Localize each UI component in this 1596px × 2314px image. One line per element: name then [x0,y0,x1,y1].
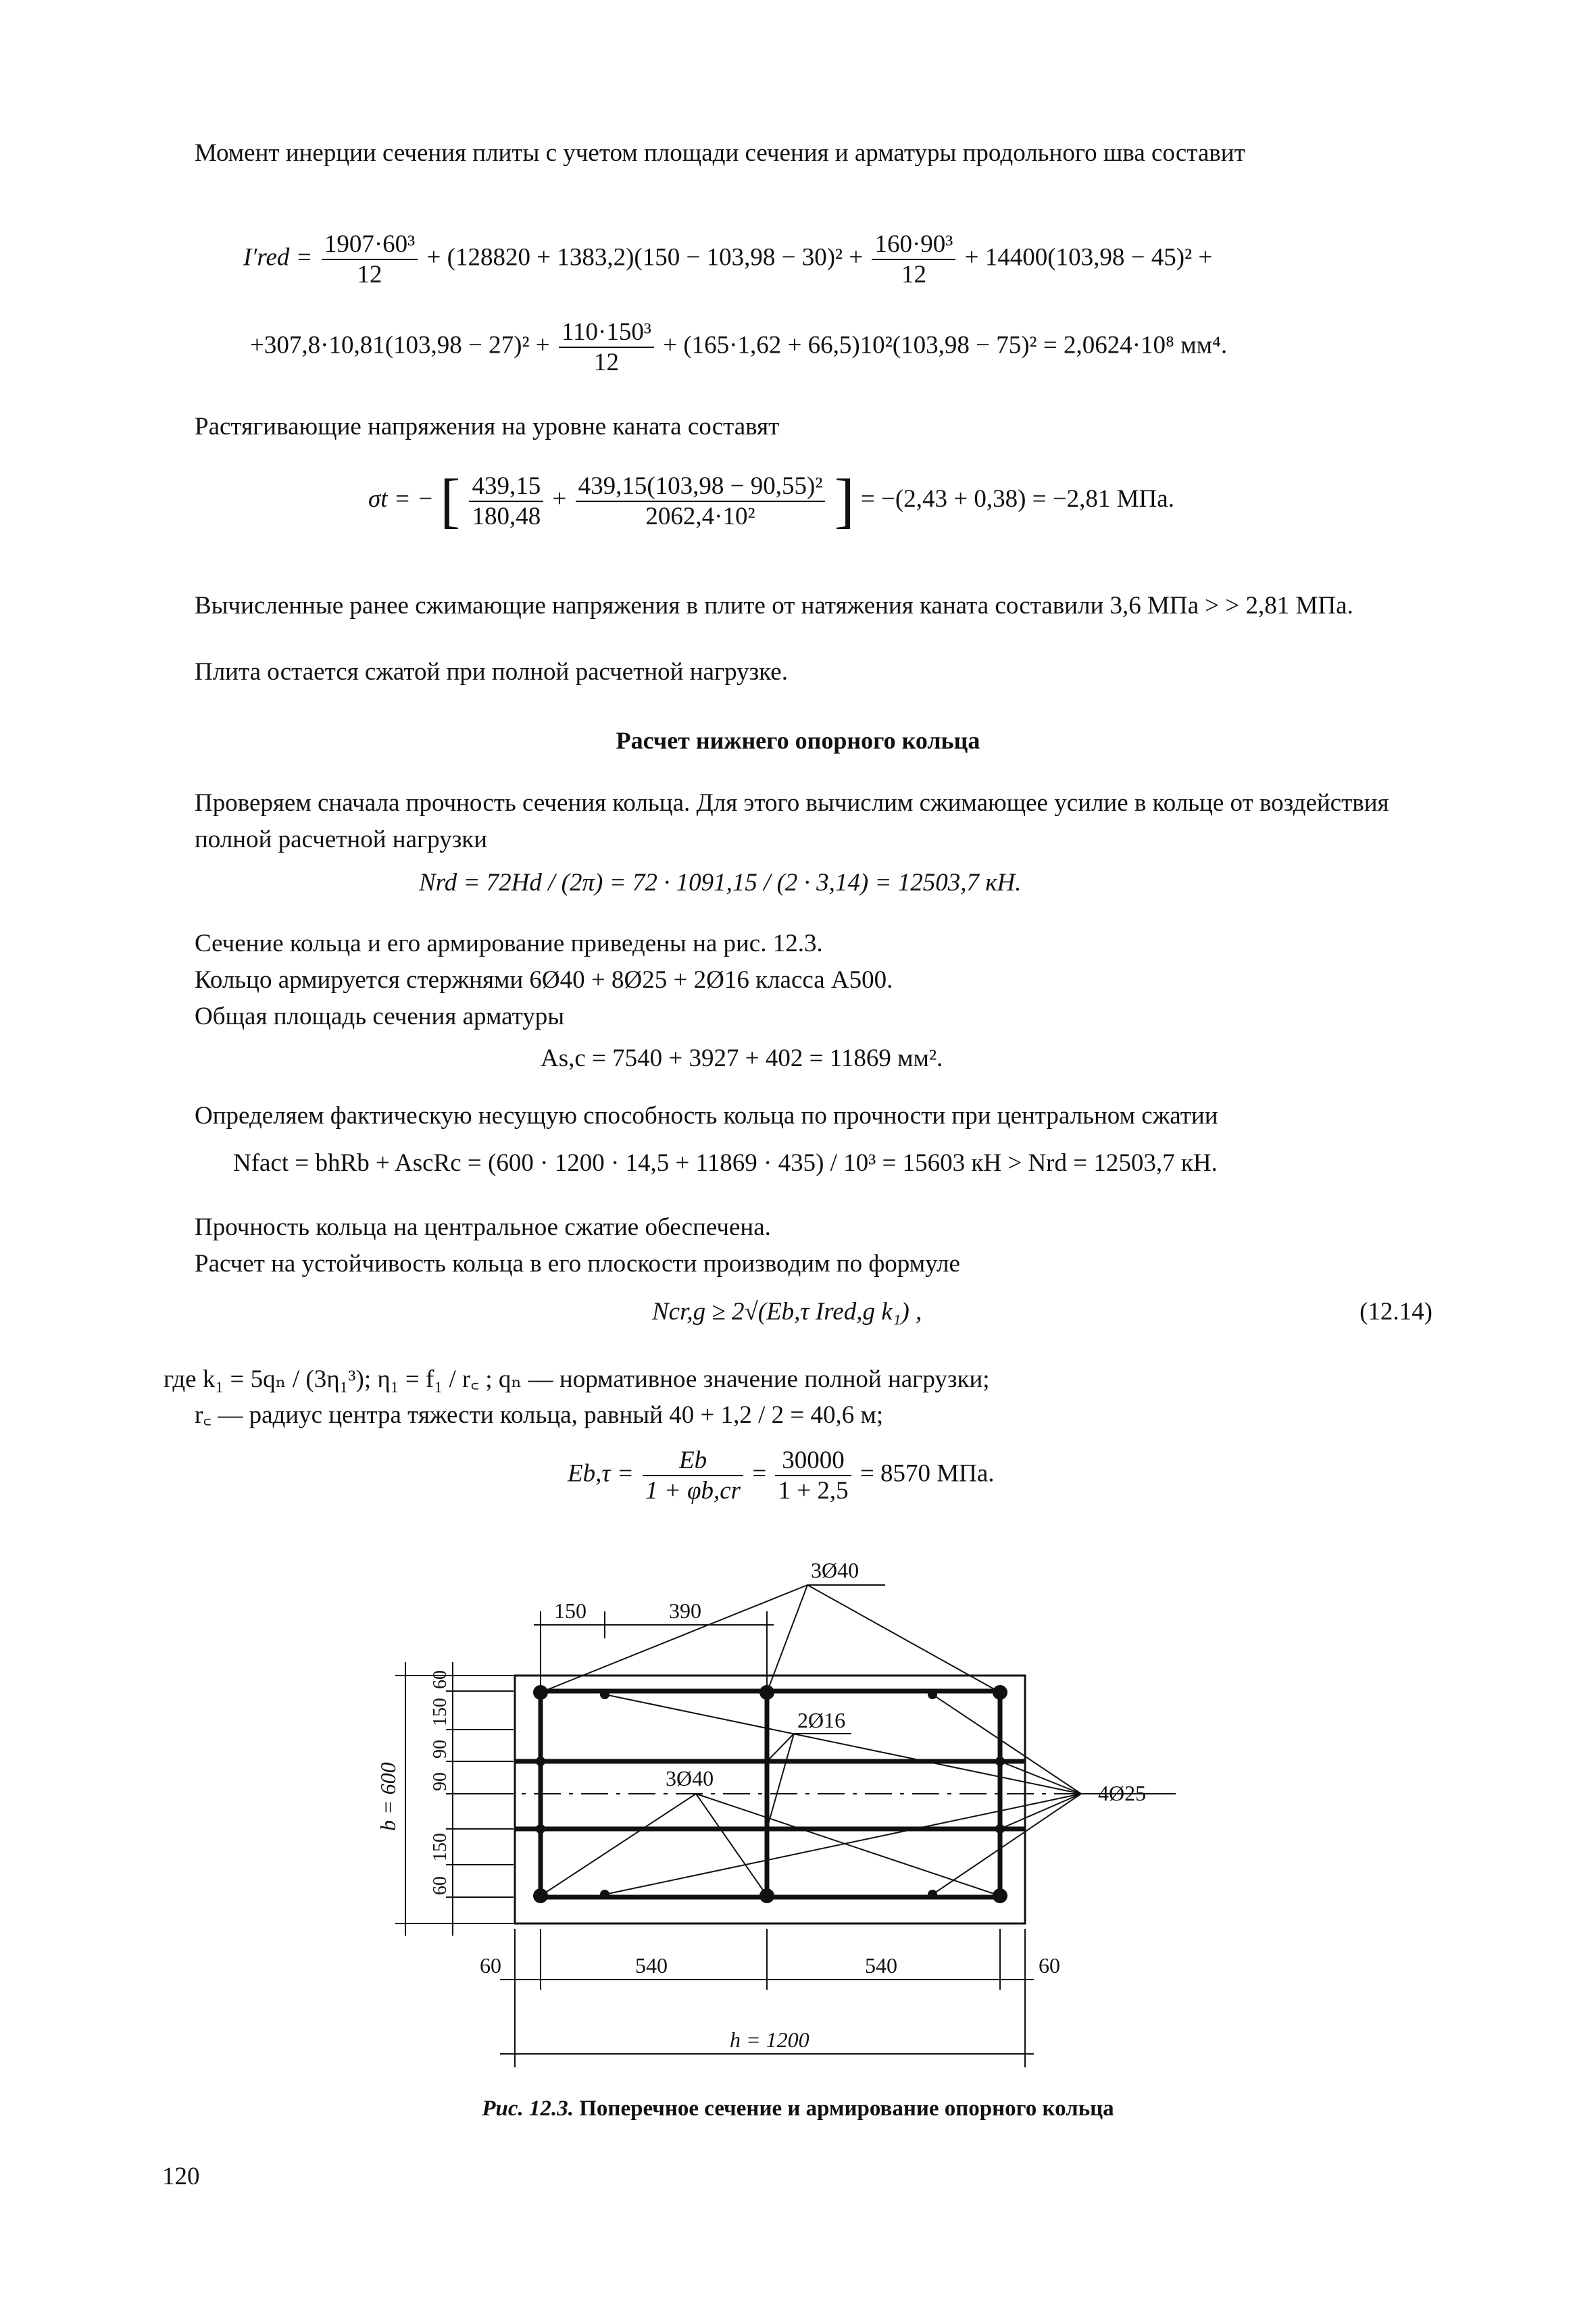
dim-540-right: 540 [865,1953,897,1978]
paragraph-text: Кольцо армируется стержнями 6Ø40 + 8Ø25 + 2Ø16 класса А500. [195,966,893,994]
label-4-25: 4Ø25 [1098,1781,1147,1805]
caption-text: Поперечное сечение и армирование опорного кольца [579,2096,1114,2121]
equation-lhs: I′red = [243,243,313,272]
dim-v-90a: 90 [430,1740,451,1759]
equation-eb: Eb,τ = $\frac{Eb}{1 + \varphi b,cr}$ = $\frac{30000}{1 + 2,5}$ = 8570 МПа. [568,1447,995,1505]
fraction-denominator: 1 + 2,5 [778,1477,849,1505]
page-number: 120 [162,2163,200,2190]
paragraph-text: r꜀ — радиус центра тяжести кольца, равный 40 + 1,2 / 2 = 40,6 м; [195,1401,884,1429]
dim-v-150b: 150 [430,1833,451,1861]
equation-term: + (128820 + 1383,2)(150 − 103,98 − 30)² + [426,243,864,272]
paragraph-text: Сечение кольца и его армирование приведены на рис. 12.3. [195,930,823,957]
equation-lhs: σt = − [368,484,434,513]
equation-sigma: σt = − [ $\frac{439,15}{180,48}$ + $\frac{\text{439,15(103,98 − 90,55)²}}{\text{2062,4·10²}}$ ] = −(2,43 + 0,38) = −2,81 МПа. [368,468,1174,534]
label-mid-3-40: 3Ø40 [666,1766,714,1790]
paragraph-text: Расчет на устойчивость кольца в его плоскости производим по формуле [195,1250,960,1278]
bracket-left: [ [440,468,461,534]
caption-number: Рис. 12.3. [482,2096,574,2121]
fraction-numerator: 1907·60³ [322,230,418,260]
fraction-denominator: 180,48 [472,502,541,530]
dim-390-top: 390 [669,1599,701,1623]
equation-rhs: = −(2,43 + 0,38) = −2,81 МПа. [860,484,1174,513]
dim-v-60b: 60 [430,1876,451,1895]
dim-60-left: 60 [480,1953,501,1978]
equation-term: + (165·1,62 + 66,5)10²(103,98 − 75)² = 2,0624·10⁸ мм⁴. [663,331,1228,359]
paragraph-text: Определяем фактическую несущую способность кольца по прочности при центральном сжатии [195,1102,1218,1130]
dim-v-90b: 90 [430,1772,451,1791]
section-heading: Расчет нижнего опорного кольца [616,727,980,754]
concrete-section-outline [515,1676,1025,1923]
equation-asc: As,c = 7540 + 3927 + 402 = 11869 мм². [541,1045,943,1072]
equation-ncr: Ncr,g ≥ 2√(Eb,τ Ired,g k₁) , [652,1298,922,1326]
dim-v-150a: 150 [430,1698,451,1726]
dim-h-1200: h = 1200 [730,2028,809,2052]
equation-nfact: Nfact = bhRb + AscRc = (600 · 1200 · 14,5 + 11869 · 435) / 10³ = 15603 кН > Nrd = 12503,7 кН. [233,1149,1218,1177]
fraction-denominator: 2062,4·10² [645,502,755,530]
paragraph-text: Вычисленные ранее сжимающие напряжения в плите от натяжения каната составили 3,6 МПа > > 2,81 МПа. [195,592,1353,620]
fraction-numerator: 30000 [775,1446,851,1476]
fraction-numerator: 110·150³ [559,318,654,348]
fraction-denominator: 1 + φb,cr [645,1477,741,1505]
equation-number: (12.14) [1360,1298,1432,1326]
dim-150-top: 150 [554,1599,587,1623]
paragraph-text: где k₁ = 5qₙ / (3η₁³); η₁ = f₁ / r꜀ ; qₙ — нормативное значение полной нагрузки; [164,1365,990,1393]
paragraph-text: Общая площадь сечения арматуры [195,1003,565,1030]
fraction-numerator: 439,15(103,98 − 90,55)² [576,472,826,502]
fraction-denominator: 12 [901,261,926,288]
rebar-25 [536,1824,545,1834]
leader-lines [541,1585,1176,1896]
equation-term: +307,8·10,81(103,98 − 27)² + [250,331,550,359]
dim-540-left: 540 [635,1953,668,1978]
equation-rhs: = 8570 МПа. [859,1459,995,1488]
dimension-top [534,1611,774,1689]
label-top-3-40: 3Ø40 [811,1558,859,1582]
paragraph-text: Прочность кольца на центральное сжатие обеспечена. [195,1213,771,1241]
fraction-denominator: 12 [357,261,382,288]
paragraph-text: Проверяем сначала прочность сечения кольца. Для этого вычислим сжимающее усилие в кольце от воздействия полной расчетной нагрузки [195,789,1389,853]
fraction-numerator: 160·90³ [872,230,955,260]
label-2-16: 2Ø16 [797,1708,846,1732]
paragraph-text: Растягивающие напряжения на уровне каната составят [195,413,780,441]
rebar-25 [536,1757,545,1766]
bracket-right: ] [834,468,855,534]
dim-60-right: 60 [1039,1953,1060,1978]
fraction-numerator: 439,15 [469,472,543,502]
figure-caption [0,2096,1596,2121]
dim-b-600: b = 600 [376,1762,400,1831]
paragraph-text: Момент инерции сечения плиты с учетом площади сечения и арматуры продольного шва составит [195,139,1245,167]
dim-v-60a: 60 [430,1670,451,1689]
equation-term: + 14400(103,98 − 45)² + [964,243,1213,272]
fraction-numerator: Eb [643,1446,743,1476]
fraction-denominator: 12 [593,349,619,376]
equation-lhs: Eb,τ = [568,1459,634,1488]
paragraph-text: Плита остается сжатой при полной расчетной нагрузке. [195,658,788,686]
dimension-left [395,1662,514,1936]
equation-nrd: Nrd = 72Hd / (2π) = 72 · 1091,15 / (2 · 3,14) = 12503,7 кН. [419,869,1022,897]
